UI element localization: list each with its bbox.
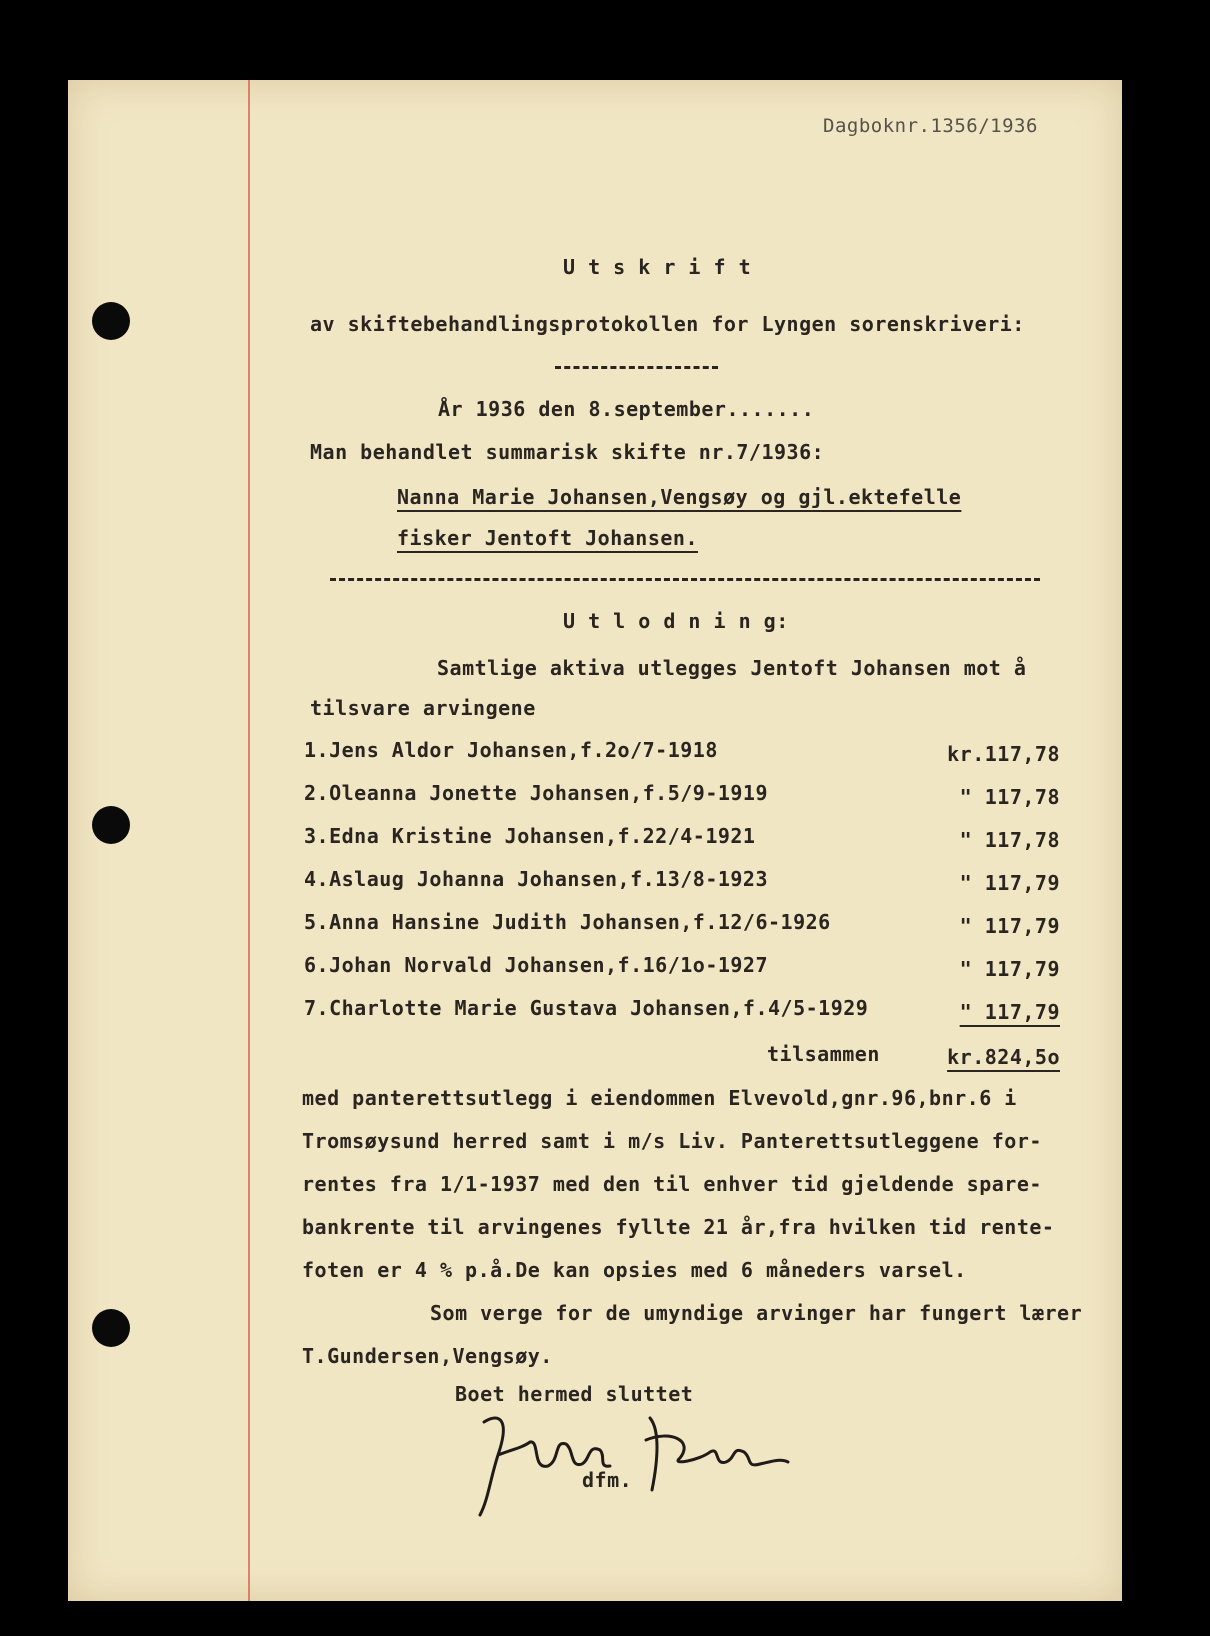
heir-amount: " 117,78 (959, 828, 1060, 852)
body-line: Tromsøysund herred samt i m/s Liv. Panterettsutleggene for- (302, 1129, 1042, 1153)
heir-name: 7.Charlotte Marie Gustava Johansen,f.4/5-1929 (304, 996, 869, 1020)
heir-amount: " 117,78 (959, 785, 1060, 809)
date-line: År 1936 den 8.september....... (438, 397, 815, 421)
margin-line (248, 80, 250, 1601)
heir-amount: " 117,79 (959, 914, 1060, 938)
allocation-intro-2: tilsvare arvingene (310, 696, 536, 720)
closing-text: Boet hermed sluttet (455, 1382, 694, 1406)
allocation-intro-1: Samtlige aktiva utlegges Jentoft Johansen mot å (437, 656, 1027, 680)
separator-long (330, 578, 1040, 581)
parties-line-1: Nanna Marie Johansen,Vengsøy og gjl.ektefelle (397, 485, 962, 509)
heir-amount: " 117,79 (959, 957, 1060, 981)
total-label: tilsammen (767, 1042, 880, 1066)
parties-line-2: fisker Jentoft Johansen. (397, 526, 698, 550)
journal-number: Dagboknr.1356/1936 (823, 115, 1038, 137)
punch-hole (92, 1309, 130, 1347)
document-subheading: av skiftebehandlingsprotokollen for Lyngen sorenskriveri: (310, 312, 1025, 336)
heir-amount: kr.117,78 (947, 742, 1060, 766)
section-heading: U t l o d n i n g: (563, 609, 789, 633)
signature-stroke (646, 1418, 788, 1490)
heir-amount: " 117,79 (959, 1000, 1060, 1024)
total-amount: kr.824,5o (947, 1045, 1060, 1069)
heir-name: 6.Johan Norvald Johansen,f.16/1o-1927 (304, 953, 769, 977)
signatory-title: dfm. (582, 1468, 633, 1492)
guardian-line-2: T.Gundersen,Vengsøy. (302, 1344, 553, 1368)
body-line: rentes fra 1/1-1937 med den til enhver tid gjeldende spare- (302, 1172, 1042, 1196)
body-line: med panterettsutlegg i eiendommen Elvevold,gnr.96,bnr.6 i (302, 1086, 1017, 1110)
guardian-line-1: Som verge for de umyndige arvinger har fungert lærer (430, 1301, 1083, 1325)
body-line: foten er 4 % p.å.De kan opsies med 6 måneders varsel. (302, 1258, 967, 1282)
heir-name: 1.Jens Aldor Johansen,f.2o/7-1918 (304, 738, 718, 762)
heir-name: 3.Edna Kristine Johansen,f.22/4-1921 (304, 824, 756, 848)
signature-stroke (480, 1418, 610, 1515)
heir-name: 4.Aslaug Johanna Johansen,f.13/8-1923 (304, 867, 769, 891)
heir-amount: " 117,79 (959, 871, 1060, 895)
punch-hole (92, 806, 130, 844)
signature (470, 1400, 810, 1530)
heir-name: 5.Anna Hansine Judith Johansen,f.12/6-1926 (304, 910, 831, 934)
punch-hole (92, 302, 130, 340)
body-line: bankrente til arvingenes fyllte 21 år,fra hvilken tid rente- (302, 1215, 1055, 1239)
case-line: Man behandlet summarisk skifte nr.7/1936: (310, 440, 825, 464)
document-heading: U t s k r i f t (563, 255, 752, 279)
heir-name: 2.Oleanna Jonette Johansen,f.5/9-1919 (304, 781, 769, 805)
separator-short (555, 366, 718, 369)
